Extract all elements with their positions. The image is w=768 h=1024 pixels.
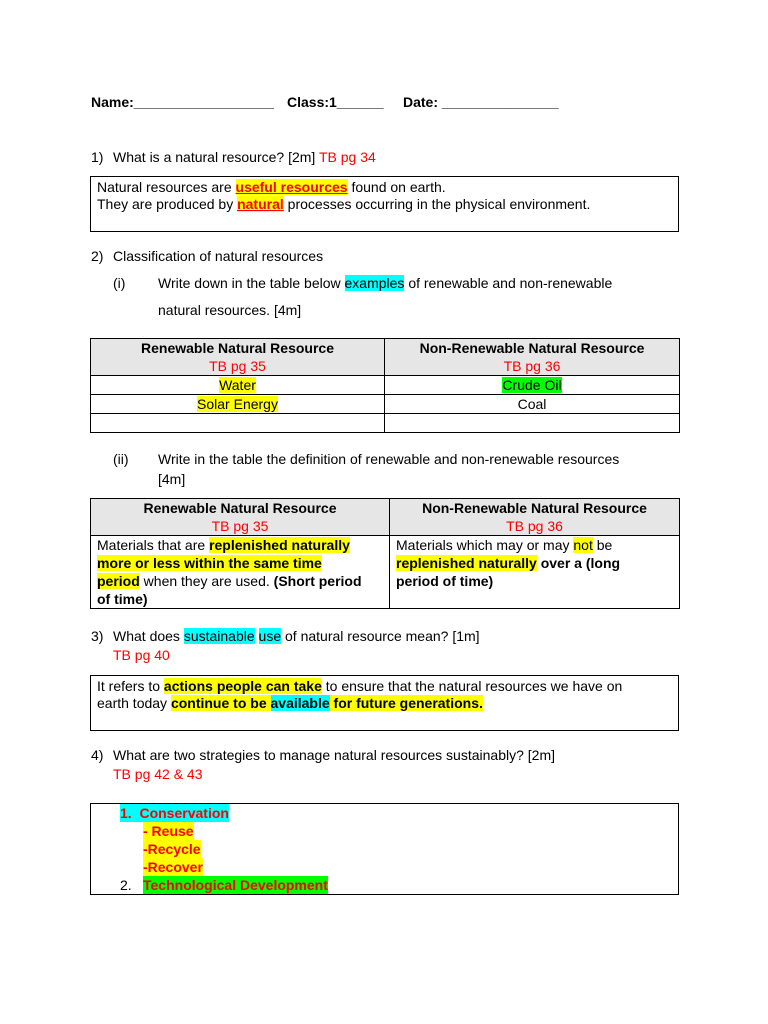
q1-highlight-useful-resources: useful resources <box>235 179 348 195</box>
example-crude-oil: Crude Oil <box>502 377 562 393</box>
reference-non-renewable: TB pg 36 <box>503 358 561 374</box>
q1-answer-text: found on earth. <box>347 179 446 195</box>
q2ii-line1: Write in the table the definition of renewable and non-renewable resources <box>158 451 620 467</box>
definition-bold: of time) <box>97 591 148 607</box>
q4-item1-number: 1. <box>120 805 132 821</box>
q2ii-number: (ii) <box>113 451 129 467</box>
definitions-table <box>90 498 680 609</box>
q2-number: 2) <box>91 248 104 264</box>
q3-text: of natural resource mean? [1m] <box>281 628 480 644</box>
definitions-table-header-row <box>91 499 680 536</box>
q3-highlight-actions: actions people can take <box>163 678 322 694</box>
q1-question <box>113 148 376 166</box>
q2i-text: of renewable and non-renewable <box>404 275 613 291</box>
q1-answer-text: Natural resources are <box>97 179 236 195</box>
q4-number: 4) <box>91 747 104 763</box>
definition-renewable <box>91 536 390 609</box>
q2i-line2: natural resources. [4m] <box>158 302 302 318</box>
q2i-number: (i) <box>113 275 126 291</box>
q1-answer-line1 <box>97 178 446 196</box>
column-header-renewable: Renewable Natural Resource <box>141 340 334 356</box>
definition-text: Materials which may or may <box>396 537 574 553</box>
table-cell <box>385 395 680 414</box>
q4-item1-conservation: Conservation <box>139 805 229 821</box>
q3-highlight-available: available <box>270 695 330 711</box>
q4-item2-number: 2. <box>120 877 132 893</box>
class-field-label: Class:1______ <box>287 94 384 110</box>
q3-answer-line2 <box>97 694 483 712</box>
column-header-non-renewable: Non-Renewable Natural Resource <box>419 340 645 356</box>
q3-question <box>113 627 480 645</box>
definition-bold: period of time) <box>396 573 494 589</box>
table-cell <box>91 376 385 395</box>
q4-sub-recover: -Recover <box>143 859 203 875</box>
definition-text: be <box>592 537 613 553</box>
q3-reference: TB pg 40 <box>113 647 170 663</box>
definitions-table-header-non-renewable <box>390 499 680 536</box>
q1-highlight-natural: natural <box>237 196 284 212</box>
q1-answer-line2 <box>97 195 590 213</box>
examples-table <box>90 338 680 433</box>
table-cell <box>91 414 385 433</box>
q1-answer-text: processes occurring in the physical environment. <box>283 196 591 212</box>
definition-bold: (Short period <box>273 573 362 589</box>
date-field-label: Date: _______________ <box>403 94 559 110</box>
q2i-line1 <box>158 274 612 292</box>
example-solar-energy: Solar Energy <box>197 396 278 412</box>
definitions-table-header-renewable <box>91 499 390 536</box>
examples-table-header-non-renewable <box>385 339 680 376</box>
q1-question-text: What is a natural resource? [2m] <box>113 149 316 165</box>
column-header-renewable: Renewable Natural Resource <box>143 500 337 516</box>
q3-highlight-use: use <box>258 628 282 644</box>
q3-answer-text: to ensure that the natural resources we have on <box>321 678 623 694</box>
reference-non-renewable: TB pg 36 <box>506 518 563 534</box>
q2i-text: Write down in the table below <box>158 275 345 291</box>
table-row <box>91 376 680 395</box>
q3-number: 3) <box>91 628 104 644</box>
q3-answer-line1 <box>97 677 622 695</box>
q3-answer-text: earth today <box>97 695 171 711</box>
table-row <box>91 414 680 433</box>
examples-table-header-renewable <box>91 339 385 376</box>
q1-answer-text: They are produced by <box>97 196 238 212</box>
q4-item2-technological-development: Technological Development <box>143 877 328 893</box>
example-water: Water <box>219 377 256 393</box>
q1-number: 1) <box>91 149 104 165</box>
q3-text: What does <box>113 628 184 644</box>
definition-highlight: period <box>97 573 140 589</box>
definition-text: Materials that are <box>97 537 210 553</box>
q3-highlight-continue: continue to be <box>170 695 271 711</box>
reference-renewable: TB pg 35 <box>211 518 269 534</box>
q3-highlight-sustainable: sustainable <box>183 628 255 644</box>
q2ii-line2: [4m] <box>158 471 186 487</box>
table-row <box>91 395 680 414</box>
definition-text: when they are used. <box>139 573 274 589</box>
q3-answer-text: It refers to <box>97 678 164 694</box>
q2i-highlight-examples: examples <box>344 275 405 291</box>
definition-highlight: replenished naturally <box>396 555 537 571</box>
q1-reference: TB pg 34 <box>318 149 376 165</box>
reference-renewable: TB pg 35 <box>209 358 266 374</box>
name-field-label: Name:__________________ <box>91 94 274 110</box>
example-coal: Coal <box>517 396 547 412</box>
examples-table-header-row <box>91 339 680 376</box>
q3-highlight-future: for future generations. <box>329 695 483 711</box>
q4-item1 <box>120 804 229 822</box>
table-cell <box>91 395 385 414</box>
table-cell <box>385 376 680 395</box>
table-row <box>91 536 680 609</box>
definition-highlight: replenished naturally <box>209 537 350 553</box>
q4-sub-reuse: - Reuse <box>143 823 194 839</box>
definition-bold: over a (long <box>536 555 621 571</box>
table-cell <box>385 414 680 433</box>
column-header-non-renewable: Non-Renewable Natural Resource <box>422 500 647 516</box>
q4-reference: TB pg 42 & 43 <box>113 766 203 782</box>
q4-question: What are two strategies to manage natural resources sustainably? [2m] <box>113 747 555 763</box>
q2-question: Classification of natural resources <box>113 248 324 264</box>
q4-sub-recycle: -Recycle <box>143 841 201 857</box>
definition-highlight: more or less within the same time <box>97 555 322 571</box>
definition-highlight-not: not <box>573 537 593 553</box>
q3-text <box>255 628 259 644</box>
definition-non-renewable <box>390 536 680 609</box>
